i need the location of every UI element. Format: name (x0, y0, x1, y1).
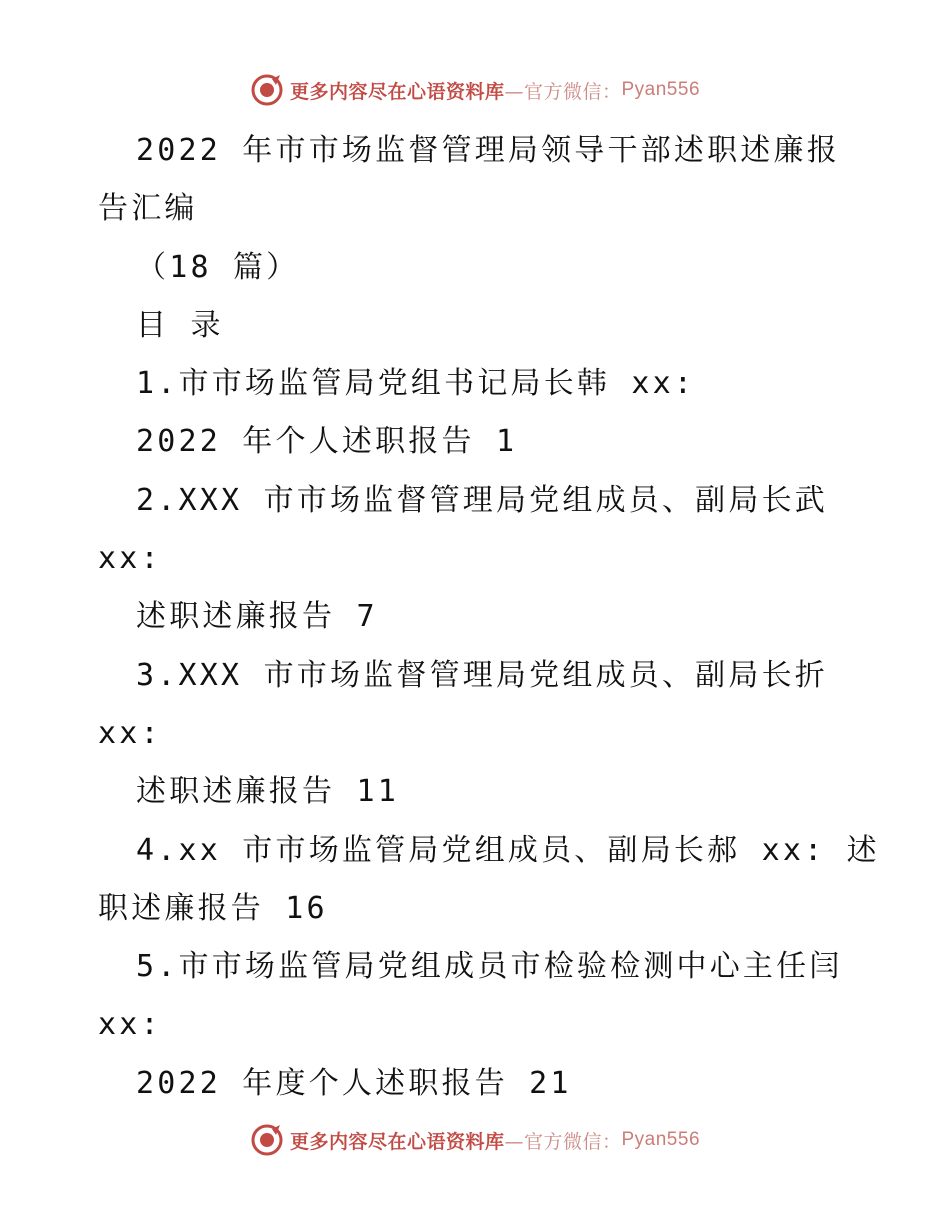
subtitle-count: （18 篇） (136, 249, 300, 285)
watermark-banner-bottom (0, 1120, 950, 1160)
toc-item-5-line-1: 5.市市场监管局党组成员市检验检测中心主任闫 (136, 949, 843, 985)
watermark-id-text: Pyan556 (621, 1129, 701, 1150)
toc-item-1-line-1: 1.市市场监管局党组书记局长韩 xx: (136, 366, 696, 402)
watermark-id-text: Pyan556 (621, 79, 701, 100)
watermark-banner-top (0, 70, 950, 110)
watermark-main-text: 更多内容尽在心语资料库 (289, 1130, 505, 1153)
logo-icon (250, 73, 284, 107)
toc-item-5-line-2: xx: (98, 1007, 162, 1043)
toc-item-1-line-2: 2022 年个人述职报告 1 (136, 424, 518, 460)
watermark-separator-text: —官方微信： (504, 1130, 622, 1153)
toc-item-3-line-3: 述职述廉报告 11 (136, 774, 399, 810)
toc-item-3-line-2: xx: (98, 715, 162, 751)
toc-item-4-line-1: 4.xx 市市场监管局党组成员、副局长郝 xx: 述 (136, 832, 880, 868)
title-line-2: 告汇编 (98, 191, 198, 227)
watermark-main-text: 更多内容尽在心语资料库 (289, 80, 505, 103)
toc-item-2-line-3: 述职述廉报告 7 (136, 599, 378, 635)
toc-item-2-line-1: 2.XXX 市市场监督管理局党组成员、副局长武 (136, 482, 828, 518)
logo-icon (250, 1123, 284, 1157)
toc-item-5-line-3: 2022 年度个人述职报告 21 (136, 1065, 572, 1101)
title-line-1: 2022 年市市场监督管理局领导干部述职述廉报 (136, 133, 840, 168)
watermark-separator-text: —官方微信： (504, 80, 622, 103)
toc-item-2-line-2: xx: (98, 541, 162, 577)
toc-item-3-line-1: 3.XXX 市市场监督管理局党组成员、副局长折 (136, 657, 828, 693)
document-body (98, 122, 880, 1113)
toc-heading: 目 录 (136, 307, 224, 343)
toc-item-4-line-2: 职述廉报告 16 (98, 890, 328, 926)
